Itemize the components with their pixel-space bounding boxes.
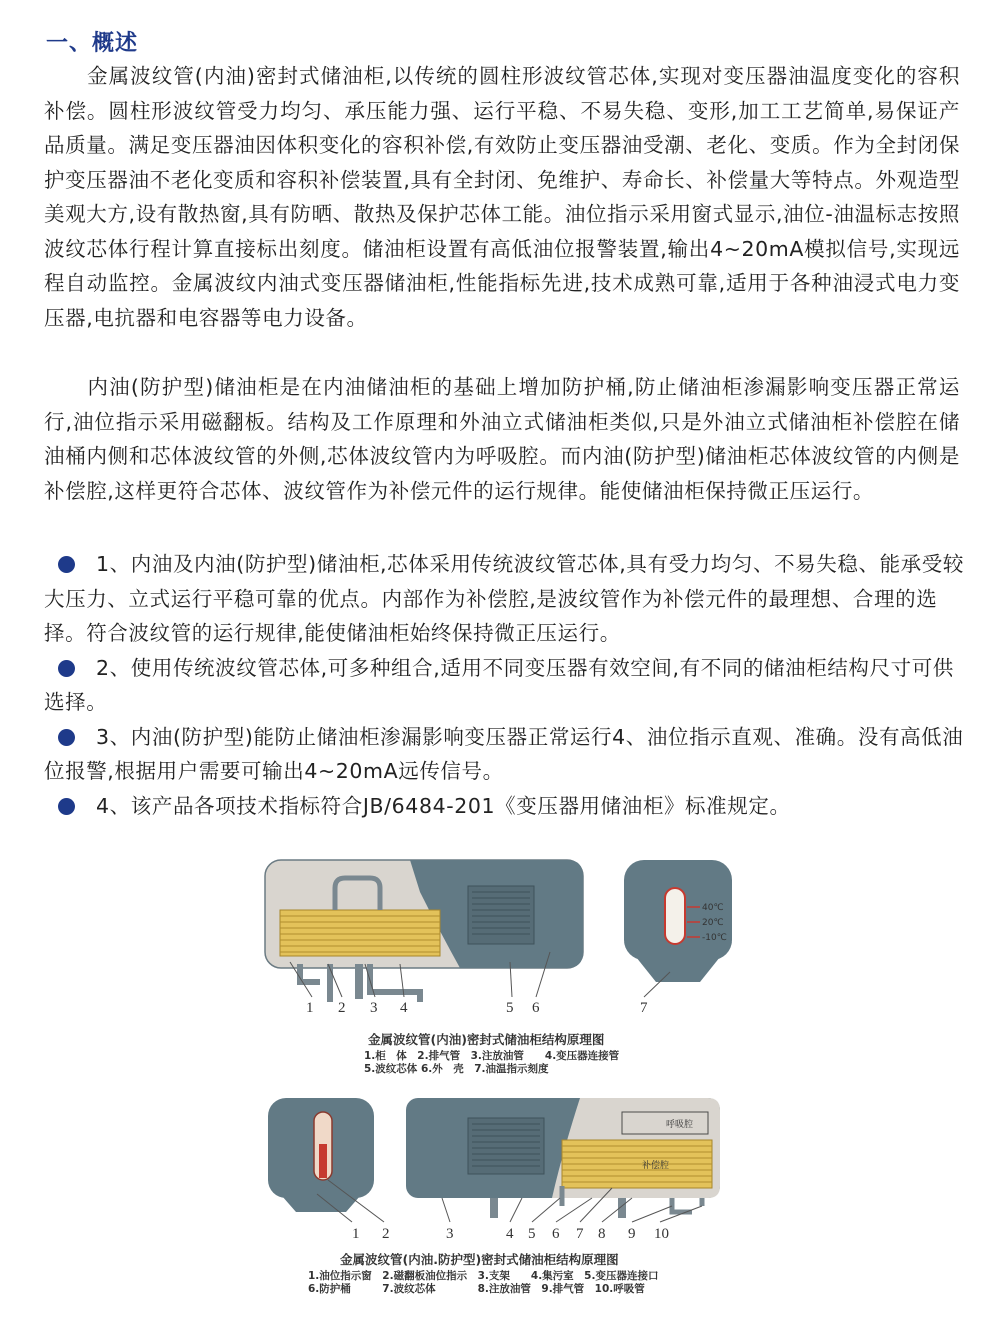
scale-mark-2: 20℃ (702, 918, 724, 928)
side-tank-base (624, 942, 732, 982)
callout-5: 5 (528, 1226, 536, 1242)
callout-4: 4 (400, 1000, 408, 1016)
bullet-dot-icon (58, 660, 75, 677)
compensation-chamber-label: 补偿腔 (642, 1161, 670, 1171)
callout-8: 8 (598, 1226, 606, 1242)
bullet-dot-icon (58, 556, 75, 573)
scale-mark-1: 40℃ (702, 903, 724, 913)
support-leg (355, 964, 363, 999)
callout-2: 2 (338, 1000, 346, 1016)
side-tank-base (268, 1180, 374, 1212)
feature-item-1: 1、内油及内油(防护型)储油柜,芯体采用传统波纹管芯体,具有受力均匀、不易失稳、能承受较大压力、立式运行平稳可靠的优点。内部作为补偿腔,是波纹管作为补偿元件的最理想、合理的选择。符合波纹管的运行规律,能使储油柜始终保持微正压运行。 (44, 552, 964, 645)
callout-1: 1 (306, 1000, 314, 1016)
breathing-chamber-label: 呼吸腔 (666, 1120, 694, 1130)
overview-paragraph-1: 金属波纹管(内油)密封式储油柜,以传统的圆柱形波纹管芯体,实现对变压器油温度变化的容积补偿。圆柱形波纹管受力均匀、承压能力强、运行平稳、不易失稳、变形,加工工艺简单,易保证产品质量。满足变压器油因体积变化的容积补偿,有效防止变压器油受潮、老化、变质。作为全封闭保护变压器油不老化变质和容积补偿装置,具有全封闭、免维护、寿命长、补偿量大等特点。外观造型美观大方,设有散热窗,具有防晒、散热及保护芯体工能。油位指示采用窗式显示,油位-油温标志按照波纹芯体行程计算直接标出刻度。储油柜设置有高低油位报警装置,输出4~20mA模拟信号,实现远程自动监控。金属波纹内油式变压器储油柜,性能指标先进,技术成熟可靠,适用于各种油浸式电力变压器,电抗器和电容器等电力设备。 (44, 64, 961, 330)
overview-paragraph-2: 内油(防护型)储油柜是在内油储油柜的基础上增加防护桶,防止储油柜渗漏影响变压器正常运行,油位指示采用磁翻板。结构及工作原理和外油立式储油柜类似,只是外油立式储油柜补偿腔在储油桶内侧和芯体波纹管的外侧,芯体波纹管内为呼吸腔。而内油(防护型)储油柜芯体波纹管的内侧是补偿腔,这样更符合芯体、波纹管作为补偿元件的运行规律。能使储油柜保持微正压运行。 (44, 375, 960, 503)
callout-7: 7 (576, 1226, 584, 1242)
support-leg (490, 1198, 498, 1218)
callout-7: 7 (640, 1000, 648, 1016)
figure-1-legend: 1.柜 体 2.排气管 3.注放油管 4.变压器连接管 5.波纹芯体 6.外 壳 7.油温指示刻度 (364, 1050, 620, 1075)
callout-3: 3 (370, 1000, 378, 1016)
figure-2-legend: 1.油位指示窗 2.磁翻板油位指示 3.支架 4.集污室 5.变压器连接口 6.防护桶 7.波纹芯体 8.注放油管 9.排气管 10.呼吸管 (308, 1270, 659, 1295)
callout-2: 2 (382, 1226, 390, 1242)
scale-mark-3: -10℃ (702, 933, 727, 943)
magnetic-flap-indicator (319, 1144, 327, 1178)
callout-4: 4 (506, 1226, 514, 1242)
bullet-dot-icon (58, 729, 75, 746)
callout-10: 10 (654, 1226, 669, 1242)
bellows-core (280, 910, 440, 956)
feature-item-2: 2、使用传统波纹管芯体,可多种组合,适用不同变压器有效空间,有不同的储油柜结构尺寸可供选择。 (44, 655, 954, 714)
feature-item-3: 3、内油(防护型)能防止储油柜渗漏影响变压器正常运行4、油位指示直观、准确。没有高低油位报警,根据用户需要可输出4~20mA远传信号。 (44, 724, 964, 783)
figure-2-title: 金属波纹管(内油.防护型)密封式储油柜结构原理图 (340, 1252, 619, 1267)
bullet-dot-icon (58, 798, 75, 815)
callout-5: 5 (506, 1000, 514, 1016)
feature-item-4: 4、该产品各项技术指标符合JB/6484-201《变压器用储油柜》标准规定。 (44, 789, 964, 824)
figure-1-title: 金属波纹管(内油)密封式储油柜结构原理图 (368, 1032, 605, 1047)
callout-9: 9 (628, 1226, 636, 1242)
figure-2-diagram (262, 1094, 732, 1244)
feature-list (44, 547, 964, 823)
oil-level-window (665, 888, 685, 944)
section-heading: 一、概述 (46, 31, 139, 56)
callout-6: 6 (532, 1000, 540, 1016)
callout-3: 3 (446, 1226, 454, 1242)
callout-1: 1 (352, 1226, 360, 1242)
figure-1-diagram (260, 852, 760, 1017)
callout-6: 6 (552, 1226, 560, 1242)
vent-grille (468, 886, 534, 944)
